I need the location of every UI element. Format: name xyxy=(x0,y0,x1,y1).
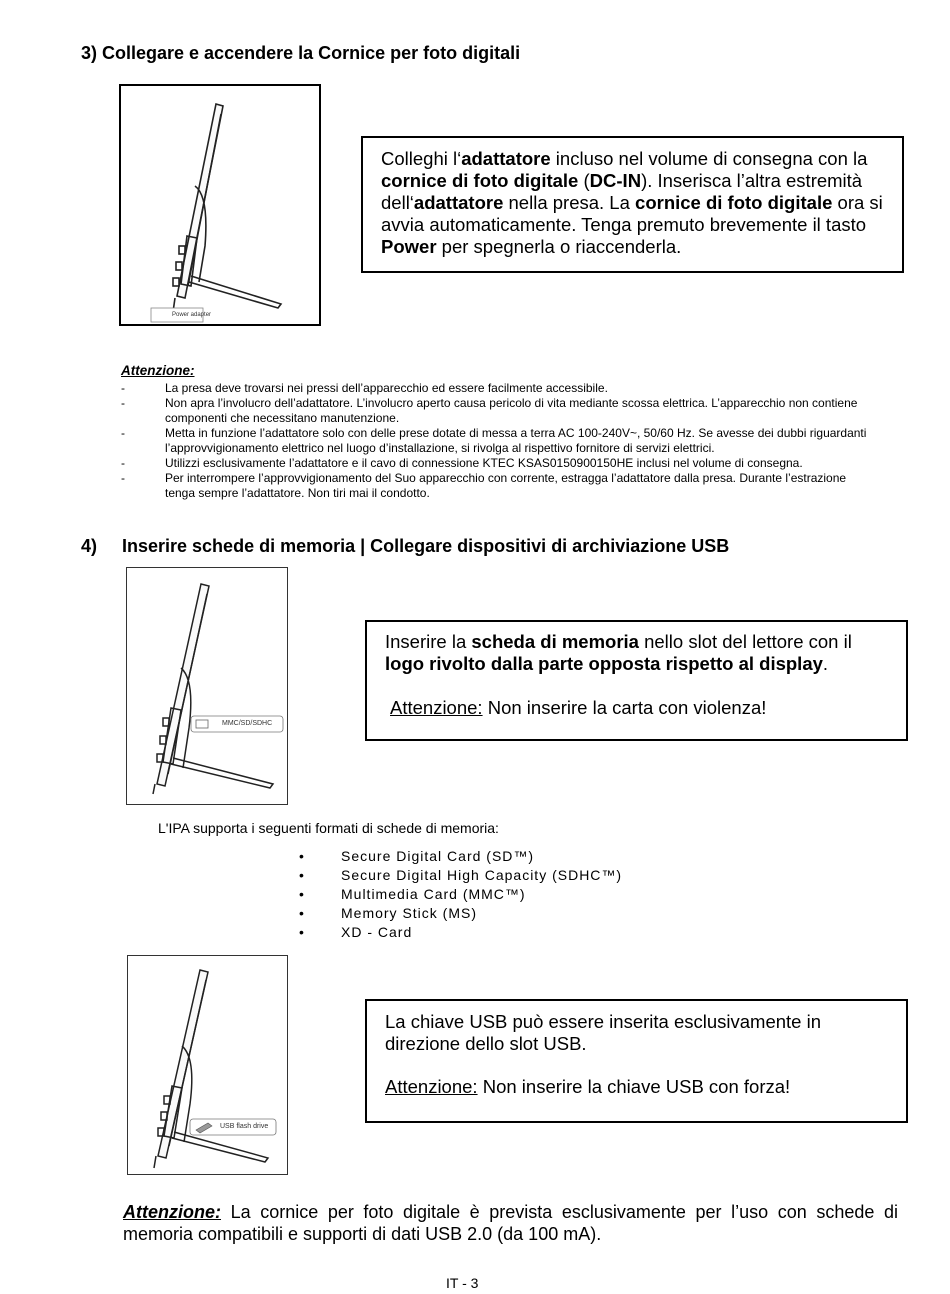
section-3-title: 3) Collegare e accendere la Cornice per foto digitali xyxy=(81,43,521,63)
attention-list xyxy=(121,381,876,501)
attention-title: Attenzione: xyxy=(121,363,195,378)
format-item: • Multimedia Card (MMC™) xyxy=(299,886,526,902)
formats-intro: L'IPA supporta i seguenti formati di schede di memoria: xyxy=(158,820,499,836)
frame-side-view-usb-figure xyxy=(127,955,288,1175)
format-item: • Memory Stick (MS) xyxy=(299,905,477,921)
attention-item: - Per interrompere l’approvvigionamento del Suo apparecchio con corrente, estragga l’adattatore dalla presa. Durante l’estrazione tenga sempre l’adattatore. Non tiri mai il condotto. xyxy=(121,471,847,500)
frame-side-view-card-figure xyxy=(126,567,288,805)
usb-slot-label: USB flash drive xyxy=(220,1123,269,1130)
power-adapter-label: Power adapter xyxy=(172,312,212,318)
page-number: IT - 3 xyxy=(446,1275,479,1291)
box-usb-warning: Attenzione: Non inserire la chiave USB con forza! xyxy=(385,1076,791,1097)
attention-item: - Metta in funzione l’adattatore solo con delle prese dotate di messa a terra AC 100-240V~, 50/60 Hz. Se avesse dei dubbi riguardanti l’approvvigionamento elettrico nel luogo d’installazione, si rivolga al rispettivo fornitore di servizi elettrici. xyxy=(121,426,867,455)
box-card-text: Inserire la scheda di memoria nello slot del lettore con il logo rivolto dalla parte opposta rispetto al display. xyxy=(385,631,852,674)
section-4-number: 4) xyxy=(81,536,98,556)
usb-slot-illustration xyxy=(128,956,287,1174)
format-item: • Secure Digital High Capacity (SDHC™) xyxy=(299,867,623,883)
usb-info-box xyxy=(365,999,908,1123)
section-3-info-box xyxy=(361,136,904,273)
frame-side-view-power-figure xyxy=(119,84,321,326)
card-info-box xyxy=(365,620,908,741)
box3-text: Colleghi l‘adattatore incluso nel volume di consegna con la cornice di foto digitale (DC-IN). Inserisca l’altra estremità dell‘adattatore nella presa. La cornice di foto digitale ora si avvia automaticamente. Tenga premuto brevemente il tasto Power per spegnerla o riaccenderla. xyxy=(381,148,883,257)
attention-item: - Utilizzi esclusivamente l’adattatore e il cavo di connessione KTEC KSAS0150900150HE inclusi nel volume di consegna. xyxy=(121,456,803,470)
attention-item: - La presa deve trovarsi nei pressi dell’apparecchio ed essere facilmente accessibile. xyxy=(121,381,608,395)
format-item: • XD - Card xyxy=(299,924,413,940)
box-usb-text: La chiave USB può essere inserita esclusivamente in direzione dello slot USB. xyxy=(385,1011,822,1054)
formats-list xyxy=(299,847,622,942)
format-item: • Secure Digital Card (SD™) xyxy=(299,848,535,864)
box-card-warning: Attenzione: Non inserire la carta con violenza! xyxy=(390,697,767,718)
section-4-title: Inserire schede di memoria | Collegare dispositivi di archiviazione USB xyxy=(122,536,730,556)
final-attention-label: Attenzione: xyxy=(123,1202,221,1222)
card-slot-label: MMC/SD/SDHC xyxy=(222,720,273,727)
final-attention-text: La cornice per foto digitale è prevista esclusivamente per l’uso con schede di memoria compatibili e supporti di dati USB 2.0 (da 100 mA). xyxy=(123,1202,898,1244)
attention-item: - Non apra l’involucro dell’adattatore. L’involucro aperto causa pericolo di vita mediante scossa elettrica. L’apparecchio non contiene componenti che necessitano manutenzione. xyxy=(121,396,858,425)
frame-side-illustration xyxy=(121,86,319,324)
card-slot-illustration xyxy=(127,568,287,804)
final-attention-note xyxy=(123,1201,898,1245)
